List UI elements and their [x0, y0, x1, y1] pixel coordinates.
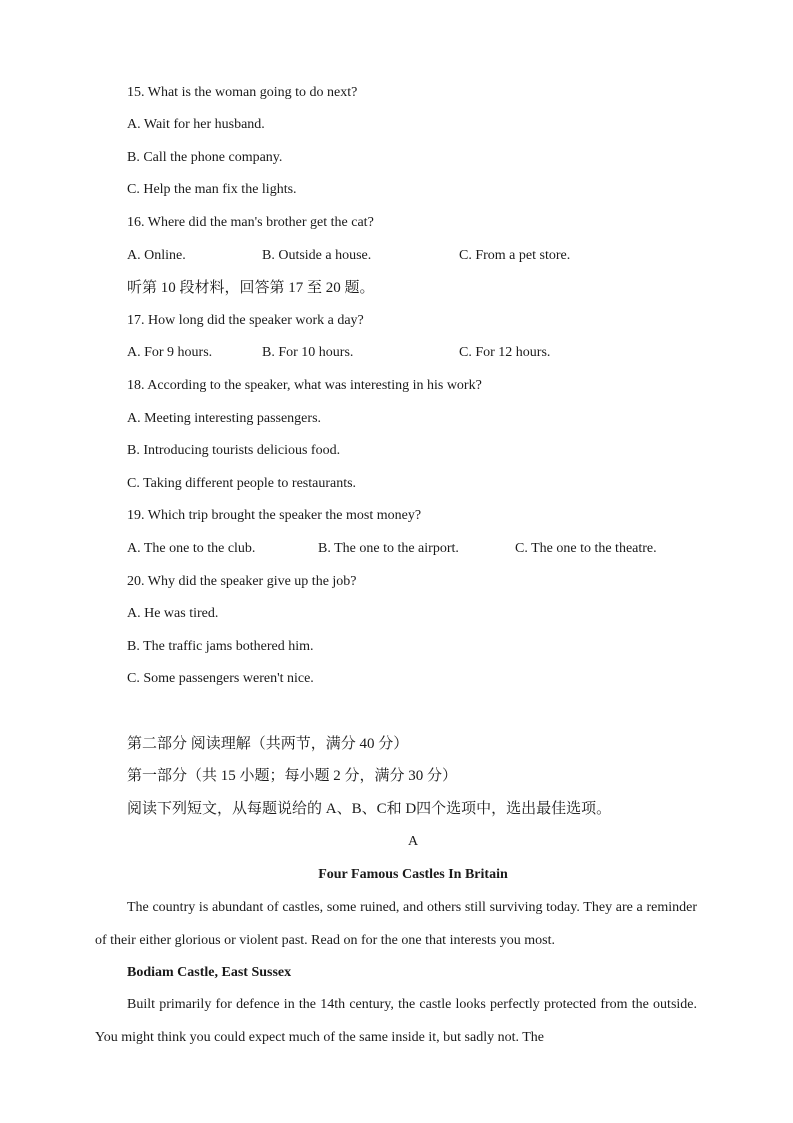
question-17: 17. How long did the speaker work a day? — [127, 313, 364, 328]
q17-option-c: C. For 12 hours. — [459, 345, 551, 360]
q20-option-c: C. Some passengers weren't nice. — [127, 671, 314, 686]
passage-label: A — [407, 834, 419, 849]
question-15: 15. What is the woman going to do next? — [127, 85, 358, 100]
q17-option-b: B. For 10 hours. — [262, 345, 354, 360]
q16-option-c: C. From a pet store. — [459, 248, 571, 263]
passage-title: Four Famous Castles In Britain — [318, 867, 508, 882]
q19-option-b: B. The one to the airport. — [318, 541, 459, 556]
question-18: 18. According to the speaker, what was interesting in his work? — [127, 378, 482, 393]
question-19: 19. Which trip brought the speaker the most money? — [127, 508, 422, 523]
q17-option-a: A. For 9 hours. — [127, 345, 213, 360]
bodiam-paragraph: Built primarily for defence in the 14th century, the castle looks perfectly protected from the outside. You might think you could expect much of the same inside it, but sadly not. The — [95, 997, 697, 1045]
section-10-instruction: 听第 10 段材料，回答第 17 至 20 题。 — [127, 280, 375, 296]
q19-option-a: A. The one to the club. — [127, 541, 256, 556]
q15-option-c: C. Help the man fix the lights. — [127, 182, 297, 197]
reading-section-title: 第一部分（共 15 小题；每小题 2 分，满分 30 分） — [127, 768, 458, 784]
reading-part-title: 第二部分 阅读理解（共两节，满分 40 分） — [127, 736, 409, 752]
question-20: 20. Why did the speaker give up the job? — [127, 574, 357, 589]
q18-option-b: B. Introducing tourists delicious food. — [127, 443, 341, 458]
q18-option-a: A. Meeting interesting passengers. — [127, 411, 322, 426]
q15-option-a: A. Wait for her husband. — [127, 117, 265, 132]
q16-option-b: B. Outside a house. — [262, 248, 372, 263]
q20-option-a: A. He was tired. — [127, 606, 219, 621]
q16-option-a: A. Online. — [127, 248, 186, 263]
q19-option-c: C. The one to the theatre. — [515, 541, 657, 556]
q20-option-b: B. The traffic jams bothered him. — [127, 639, 314, 654]
passage-intro: The country is abundant of castles, some ruined, and others still surviving today. They are a reminder of their either glorious or violent past. Read on for the one that interests you most. — [95, 900, 697, 948]
q15-option-b: B. Call the phone company. — [127, 150, 283, 165]
question-16: 16. Where did the man's brother get the cat? — [127, 215, 374, 230]
subheading-bodiam: Bodiam Castle, East Sussex — [127, 965, 292, 980]
q18-option-c: C. Taking different people to restaurants. — [127, 476, 357, 491]
reading-instruction: 阅读下列短文，从每题说给的 A、B、C和 D四个选项中，选出最佳选项。 — [127, 801, 612, 817]
